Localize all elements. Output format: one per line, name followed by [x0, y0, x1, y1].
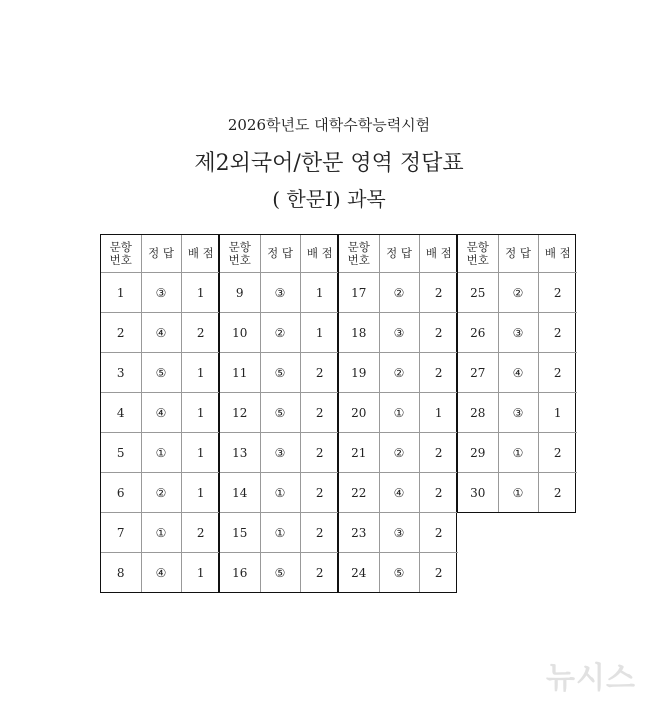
header-points: 배 점 — [181, 235, 220, 273]
question-number: 4 — [101, 393, 141, 433]
score-points: 2 — [300, 513, 339, 553]
score-points: 2 — [419, 513, 458, 553]
news-agency-watermark: 뉴시스 — [546, 661, 636, 696]
score-points: 2 — [419, 473, 458, 513]
table-row — [220, 513, 339, 553]
header-answer: 정 답 — [498, 235, 538, 273]
correct-answer: ⑤ — [260, 553, 300, 593]
score-points: 1 — [300, 273, 339, 313]
header-answer: 정 답 — [379, 235, 419, 273]
header-points: 배 점 — [419, 235, 458, 273]
correct-answer: ④ — [141, 553, 181, 593]
correct-answer: ③ — [260, 273, 300, 313]
table-row — [220, 393, 339, 433]
correct-answer: ③ — [379, 313, 419, 353]
header-number: 문항 번호 — [220, 235, 260, 273]
table-row — [101, 393, 220, 433]
table-row — [339, 393, 458, 433]
score-points: 1 — [181, 393, 220, 433]
question-number: 23 — [339, 513, 379, 553]
score-points: 1 — [196, 565, 205, 580]
table-row — [339, 473, 458, 513]
question-number: 3 — [101, 353, 141, 393]
correct-answer: ③ — [141, 273, 181, 313]
score-points: 1 — [181, 353, 220, 393]
table-row — [101, 433, 220, 473]
correct-answer: ③ — [260, 433, 300, 473]
table-row — [458, 273, 577, 313]
table-row — [101, 353, 220, 393]
table-row — [339, 433, 458, 473]
score-points: 1 — [538, 393, 577, 433]
header-answer: 정 답 — [260, 235, 300, 273]
score-points: 2 — [300, 473, 339, 513]
question-number: 14 — [220, 473, 260, 513]
question-number: 2 — [101, 313, 141, 353]
table-row — [101, 553, 220, 593]
header-number: 문항 번호 — [339, 235, 379, 273]
correct-answer: ① — [498, 433, 538, 473]
question-number: 15 — [220, 513, 260, 553]
header-points: 배 점 — [300, 235, 339, 273]
score-points: 2 — [538, 273, 577, 313]
table-row — [220, 553, 339, 593]
question-number: 21 — [339, 433, 379, 473]
question-number: 20 — [339, 393, 379, 433]
correct-answer: ⑤ — [379, 553, 419, 593]
table-row — [220, 273, 339, 313]
score-points: 1 — [419, 393, 458, 433]
correct-answer: ② — [379, 433, 419, 473]
correct-answer: ② — [141, 473, 181, 513]
question-number: 7 — [101, 513, 141, 553]
correct-answer: ⑤ — [260, 353, 300, 393]
correct-answer: ④ — [498, 353, 538, 393]
table-row — [339, 553, 458, 593]
correct-answer: ⑤ — [141, 353, 181, 393]
correct-answer: ② — [379, 273, 419, 313]
answer-block-table — [220, 235, 339, 592]
question-number: 12 — [220, 393, 260, 433]
correct-answer: ⑤ — [260, 393, 300, 433]
correct-answer: ① — [141, 433, 181, 473]
table-row — [220, 473, 339, 513]
table-row — [101, 473, 220, 513]
correct-answer: ① — [141, 513, 181, 553]
answer-block — [457, 234, 576, 513]
answer-table — [100, 234, 576, 586]
header-row — [220, 235, 339, 273]
answer-block — [219, 234, 338, 593]
correct-answer: ① — [260, 473, 300, 513]
answer-block — [338, 234, 457, 593]
question-number: 18 — [339, 313, 379, 353]
score-points: 2 — [300, 393, 339, 433]
correct-answer: ③ — [498, 393, 538, 433]
question-number: 29 — [458, 433, 498, 473]
question-number: 8 — [101, 553, 141, 593]
score-points: 2 — [181, 513, 220, 553]
correct-answer: ② — [498, 273, 538, 313]
table-row — [458, 313, 577, 353]
page-title: 제2외국어/한문 영역 정답표 — [194, 151, 464, 176]
correct-answer: ④ — [141, 393, 181, 433]
correct-answer: ③ — [379, 513, 419, 553]
table-row — [458, 393, 577, 433]
correct-answer: ① — [379, 393, 419, 433]
question-number: 28 — [458, 393, 498, 433]
correct-answer: ① — [498, 473, 538, 513]
table-row — [220, 353, 339, 393]
subject-title: ( 한문Ⅰ) 과목 — [272, 187, 386, 211]
score-points: 2 — [181, 313, 220, 353]
correct-answer: ④ — [379, 473, 419, 513]
score-points: 1 — [300, 313, 339, 353]
table-row — [101, 273, 220, 313]
answer-block-table — [339, 235, 458, 592]
question-number: 30 — [458, 473, 498, 513]
question-number: 5 — [101, 433, 141, 473]
header-row — [101, 235, 220, 273]
table-row — [458, 473, 577, 513]
question-number: 27 — [458, 353, 498, 393]
header-number: 문항 번호 — [458, 235, 498, 273]
answer-block-table — [458, 235, 577, 512]
exam-title: 2026학년도 대학수학능력시험 — [227, 116, 431, 134]
table-row — [339, 313, 458, 353]
header-points: 배 점 — [538, 235, 577, 273]
score-points: 1 — [181, 273, 220, 313]
table-row — [220, 433, 339, 473]
question-number: 17 — [339, 273, 379, 313]
question-number: 26 — [458, 313, 498, 353]
question-number: 22 — [339, 473, 379, 513]
score-points: 1 — [181, 433, 220, 473]
question-number: 10 — [220, 313, 260, 353]
correct-answer: ① — [260, 513, 300, 553]
header-number: 문항 번호 — [101, 235, 141, 273]
table-row — [339, 513, 458, 553]
score-points: 2 — [538, 353, 577, 393]
score-points: 2 — [419, 353, 458, 393]
score-points: 2 — [300, 353, 339, 393]
score-points: 2 — [300, 433, 339, 473]
answer-block-table — [101, 235, 220, 592]
correct-answer: ④ — [141, 313, 181, 353]
table-row — [458, 353, 577, 393]
correct-answer: ② — [260, 313, 300, 353]
table-row — [220, 313, 339, 353]
table-row — [458, 433, 577, 473]
question-number: 1 — [101, 273, 141, 313]
question-number: 25 — [458, 273, 498, 313]
score-points: 2 — [419, 273, 458, 313]
table-row — [101, 313, 220, 353]
score-points: 2 — [538, 433, 577, 473]
score-points: 2 — [419, 313, 458, 353]
score-points: 2 — [538, 313, 577, 353]
answer-block — [100, 234, 219, 593]
score-points: 2 — [434, 565, 443, 580]
score-points: 2 — [553, 485, 562, 500]
score-points: 2 — [419, 433, 458, 473]
question-number: 9 — [220, 273, 260, 313]
question-number: 24 — [339, 553, 379, 593]
question-number: 19 — [339, 353, 379, 393]
table-row — [101, 513, 220, 553]
table-row — [339, 273, 458, 313]
question-number: 16 — [220, 553, 260, 593]
header-answer: 정 답 — [141, 235, 181, 273]
question-number: 13 — [220, 433, 260, 473]
score-points: 1 — [181, 473, 220, 513]
header-row — [339, 235, 458, 273]
header-row — [458, 235, 577, 273]
score-points: 2 — [315, 565, 324, 580]
question-number: 11 — [220, 353, 260, 393]
table-row — [339, 353, 458, 393]
correct-answer: ③ — [498, 313, 538, 353]
correct-answer: ② — [379, 353, 419, 393]
question-number: 6 — [101, 473, 141, 513]
